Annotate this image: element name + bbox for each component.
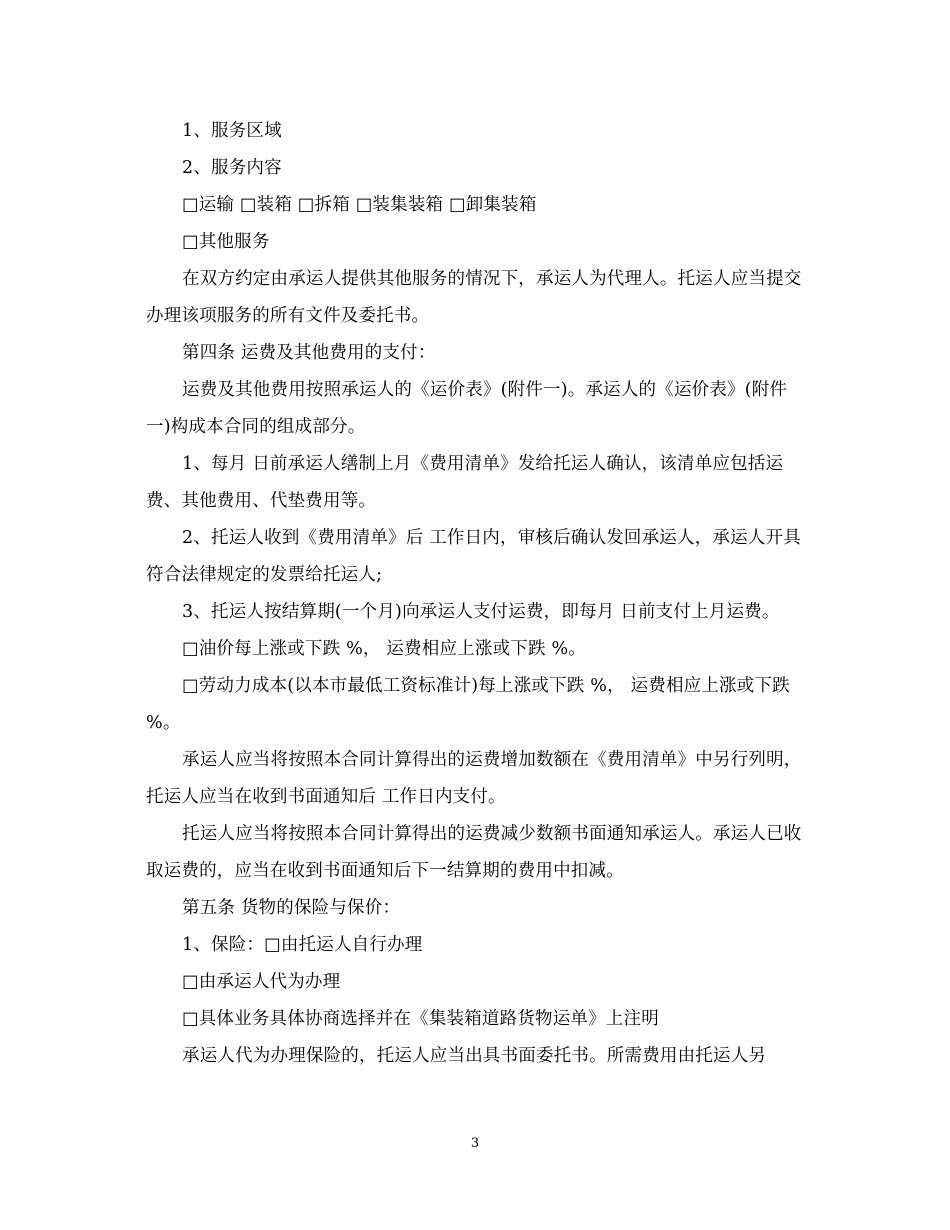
paragraph-rate-table: 运费及其他费用按照承运人的《运价表》(附件一)。承运人的《运价表》(附件一)构成本合同的组成部分。 (146, 380, 788, 437)
paragraph-agent-clause: 在双方约定由承运人提供其他服务的情况下，承运人为代理人。托运人应当提交办理该项服务的所有文件及委托书。 (146, 269, 802, 326)
paragraph-statement-review: 2、托运人收到《费用清单》后 工作日内，审核后确认发回承运人，承运人开具符合法律规定的发票给托运人; (146, 528, 801, 585)
paragraph-fee-increase: 承运人应当将按照本合同计算得出的运费增加数额在《费用清单》中另行列明，托运人应当在收到书面通知后 工作日内支付。 (146, 750, 802, 807)
paragraph-fuel-price: □油价每上涨或下跌 %， 运费相应上涨或下跌 %。 (182, 639, 586, 659)
paragraph-fee-decrease: 托运人应当将按照本合同计算得出的运费减少数额书面通知承运人。承运人已收取运费的，应当在收到书面通知后下一结算期的费用中扣减。 (146, 824, 802, 881)
paragraph-service-area: 1、服务区域 (182, 121, 282, 141)
paragraph-labor-cost: □劳动力成本(以本市最低工资标准计)每上涨或下跌 %， 运费相应上涨或下跌 %。 (146, 676, 790, 733)
paragraph-service-options: □运输 □装箱 □拆箱 □装集装箱 □卸集装箱 (182, 195, 537, 215)
paragraph-monthly-statement: 1、每月 日前承运人缮制上月《费用清单》发给托运人确认，该清单应包括运费、其他费用、代垫费用等。 (146, 454, 784, 511)
paragraph-insurance-entrust: 承运人代为办理保险的，托运人应当出具书面委托书。所需费用由托运人另 (182, 1046, 767, 1066)
page-number: 3 (470, 1136, 480, 1151)
paragraph-insurance-negotiated: □具体业务具体协商选择并在《集装箱道路货物运单》上注明 (182, 1009, 659, 1029)
paragraph-settlement-period: 3、托运人按结算期(一个月)向承运人支付运费，即每月 日前支付上月运费。 (182, 602, 780, 622)
paragraph-service-content: 2、服务内容 (182, 158, 282, 178)
heading-article-four: 第四条 运费及其他费用的支付： (182, 343, 436, 363)
heading-article-five: 第五条 货物的保险与保价： (182, 898, 401, 918)
document-body (146, 113, 806, 1075)
paragraph-insurance-carrier: □由承运人代为办理 (182, 972, 341, 992)
paragraph-insurance-self: 1、保险：□由托运人自行办理 (182, 935, 423, 955)
paragraph-other-services: □其他服务 (182, 232, 270, 252)
